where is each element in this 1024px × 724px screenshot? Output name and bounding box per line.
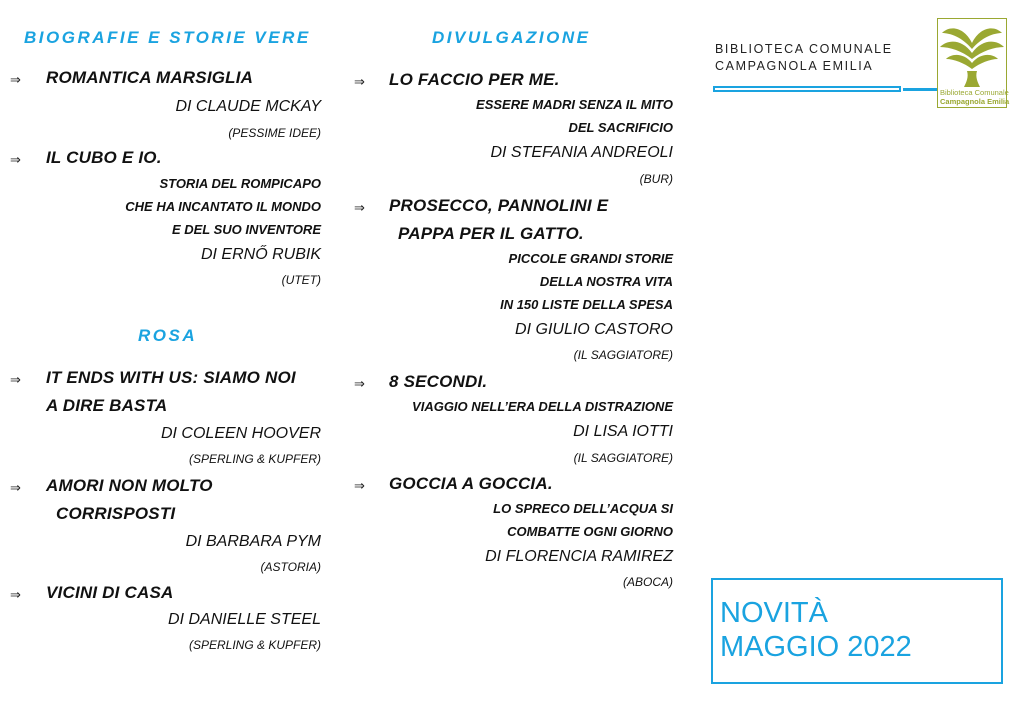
book-publisher: (SPERLING & KUPFER): [188, 452, 321, 466]
section-title-rosa: ROSA: [138, 326, 198, 345]
novita-box: [711, 578, 1003, 684]
book-subtitle: DEL SACRIFICIO: [568, 120, 673, 135]
book-subtitle: IN 150 LISTE DELLA SPESA: [500, 297, 673, 312]
book-author: DI STEFANIA ANDREOLI: [490, 144, 673, 161]
arrow-icon: ⇒: [354, 376, 365, 391]
book-author: DI DANIELLE STEEL: [168, 611, 321, 628]
arrow-icon: ⇒: [10, 587, 21, 602]
logo-caption-line2: Campagnola Emilia: [940, 97, 1010, 106]
arrow-icon: ⇒: [10, 72, 21, 87]
arrow-icon: ⇒: [354, 74, 365, 89]
book-title: IL CUBO E IO.: [46, 148, 162, 167]
header-rule: [713, 86, 901, 92]
book-publisher: (ABOCA): [622, 575, 673, 589]
book-publisher: (SPERLING & KUPFER): [188, 638, 321, 652]
book-subtitle: DELLA NOSTRA VITA: [539, 274, 673, 289]
book-publisher: (UTET): [281, 273, 321, 287]
library-logo: [937, 18, 1010, 108]
book-title: VICINI DI CASA: [46, 583, 174, 602]
arrow-icon: ⇒: [354, 200, 365, 215]
book-title: GOCCIA A GOCCIA.: [389, 474, 553, 493]
book-publisher: (BUR): [639, 172, 673, 186]
section-title-divulgazione: DIVULGAZIONE: [432, 28, 591, 47]
section-title-biografie: BIOGRAFIE E STORIE VERE: [24, 28, 311, 47]
logo-caption-line1: Biblioteca Comunale: [940, 88, 1009, 97]
book-tree-icon: [938, 19, 1006, 89]
book-author: DI CLAUDE MCKAY: [175, 98, 321, 115]
book-publisher: (ASTORIA): [260, 560, 321, 574]
book-title: 8 SECONDI.: [389, 372, 488, 391]
arrow-icon: ⇒: [354, 478, 365, 493]
book-subtitle: CHE HA INCANTATO IL MONDO: [125, 199, 321, 214]
book-author: DI LISA IOTTI: [573, 423, 673, 440]
library-name-line2: CAMPAGNOLA EMILIA: [715, 59, 874, 73]
library-name-line1: BIBLIOTECA COMUNALE: [715, 42, 893, 56]
book-subtitle: LO SPRECO DELL’ACQUA SI: [493, 501, 673, 516]
book-subtitle: STORIA DEL ROMPICAPO: [159, 176, 321, 191]
book-author: DI GIULIO CASTORO: [515, 321, 673, 338]
book-subtitle: E DEL SUO INVENTORE: [171, 222, 321, 237]
book-title-line2: PAPPA PER IL GATTO.: [398, 224, 584, 243]
book-publisher: (IL SAGGIATORE): [573, 348, 673, 362]
book-subtitle: ESSERE MADRI SENZA IL MITO: [476, 97, 673, 112]
book-title-line2: A DIRE BASTA: [46, 396, 168, 415]
book-author: DI FLORENCIA RAMIREZ: [485, 548, 673, 565]
book-subtitle: COMBATTE OGNI GIORNO: [507, 524, 673, 539]
book-title: ROMANTICA MARSIGLIA: [46, 68, 254, 87]
book-author: DI COLEEN HOOVER: [160, 425, 321, 442]
book-author: DI ERNŐ RUBIK: [200, 246, 321, 263]
book-title: IT ENDS WITH US: SIAMO NOI: [46, 368, 296, 387]
novita-month: MAGGIO 2022: [720, 631, 912, 663]
book-subtitle: VIAGGIO NELL’ERA DELLA DISTRAZIONE: [412, 399, 673, 414]
arrow-icon: ⇒: [10, 372, 21, 387]
book-title: PROSECCO, PANNOLINI E: [389, 196, 609, 215]
book-subtitle: PICCOLE GRANDI STORIE: [508, 251, 673, 266]
book-publisher: (PESSIME IDEE): [228, 126, 321, 140]
arrow-icon: ⇒: [10, 152, 21, 167]
arrow-icon: ⇒: [10, 480, 21, 495]
book-author: DI BARBARA PYM: [185, 533, 321, 550]
book-title: LO FACCIO PER ME.: [389, 70, 560, 89]
book-publisher: (IL SAGGIATORE): [573, 451, 673, 465]
novita-title: NOVITÀ: [720, 597, 828, 629]
book-title-line2: CORRISPOSTI: [56, 504, 176, 523]
book-title: AMORI NON MOLTO: [46, 476, 213, 495]
